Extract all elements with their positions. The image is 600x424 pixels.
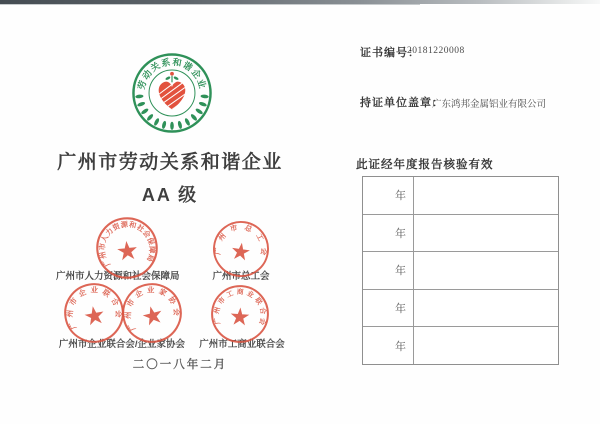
table-row <box>363 290 558 328</box>
certificate-number-label: 证书编号： <box>360 47 420 59</box>
issuer-label-trade-union: 广州市总工会 <box>212 271 270 282</box>
table-row <box>363 252 558 290</box>
scan-top-edge-shadow <box>0 4 420 5</box>
issuer-label-enterprise-federation: 广州市企业联合会/企业家协会 <box>58 339 186 350</box>
stamp-arc-text: 广州市企业家协会 <box>123 285 182 333</box>
issuer-label-hr-bureau: 广州市人力资源和社会保障局 <box>56 271 180 282</box>
issuer-label-industry-commerce: 广州市工商业联合会 <box>199 339 285 350</box>
certificate-number-value: 20181220008 <box>407 46 465 56</box>
blank-cell <box>414 252 558 289</box>
certificate-title: 广州市劳动关系和谐企业 <box>57 152 283 173</box>
blank-cell <box>414 177 558 214</box>
stamp-arc-text: 广州市工商业联合会 <box>213 288 267 329</box>
blank-cell <box>414 327 558 364</box>
harmonious-enterprise-emblem-icon <box>131 52 213 134</box>
annual-verification-title: 此证经年度报告核验有效 <box>356 159 494 171</box>
star-icon: ★ <box>229 240 252 265</box>
star-icon: ★ <box>140 301 166 331</box>
year-cell: 年 <box>363 252 414 289</box>
star-icon: ★ <box>82 301 107 330</box>
year-cell: 年 <box>363 215 414 252</box>
table-row <box>363 177 558 215</box>
table-row <box>363 215 558 253</box>
stamp-human-resources-bureau <box>91 212 164 285</box>
year-cell: 年 <box>363 327 414 364</box>
emblem-arc-text: 劳动关系和谐企业 <box>136 56 208 91</box>
table-row <box>363 327 558 364</box>
blank-cell <box>414 215 558 252</box>
annual-verification-table <box>362 176 559 365</box>
stamp-trade-union <box>207 215 275 283</box>
year-cell: 年 <box>363 177 414 214</box>
issue-date: 二〇一八年二月 <box>132 359 228 371</box>
year-cell: 年 <box>363 290 414 327</box>
stamp-arc-text: 广州市人力资源和社会保障局 <box>97 219 157 269</box>
holder-seal-label: 持证单位盖章： <box>360 97 444 109</box>
stamp-arc-text: 广州市总工会 <box>212 221 269 262</box>
stamp-industry-commerce-federation <box>207 281 273 347</box>
blank-cell <box>414 290 558 327</box>
star-icon: ★ <box>116 237 139 265</box>
holder-company-name: 广东鸿邦金属铝业有限公司 <box>432 100 547 110</box>
star-icon: ★ <box>229 305 250 330</box>
certificate-grade: AA 级 <box>141 185 199 205</box>
stamp-arc-text: 广州市企业联合会 <box>65 285 124 331</box>
